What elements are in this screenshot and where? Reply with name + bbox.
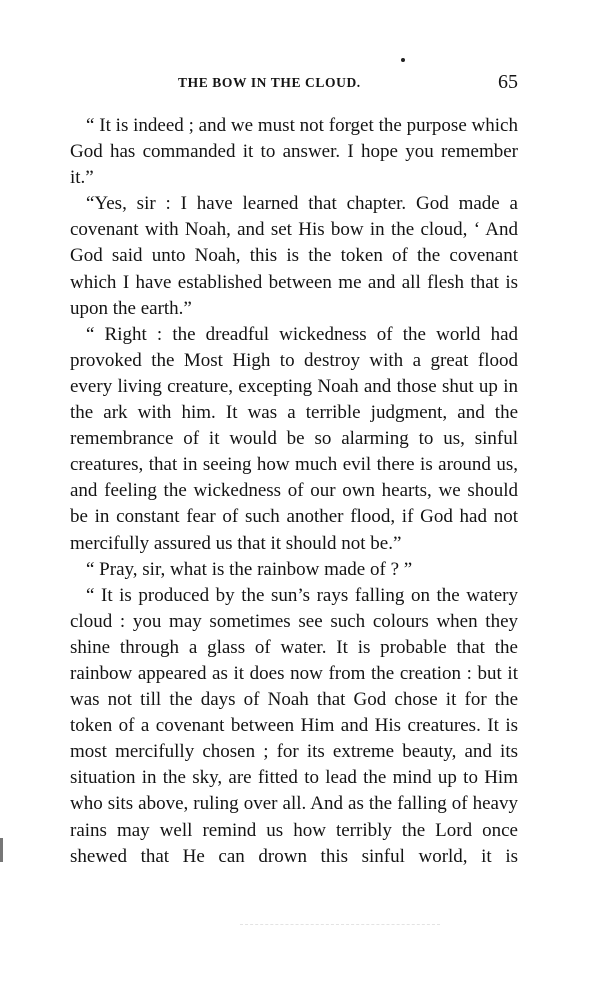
paragraph-2: “Yes, sir : I have learned that chapter. God made a covenant with Noah, and set His bow in the cloud, ‘ And God said unto Noah, this is the token of the covenant which I have established between me and all flesh that is upon the earth.”: [70, 193, 518, 319]
body-text: [70, 113, 518, 870]
paragraph-4: “ Pray, sir, what is the rainbow made of ? ”: [86, 558, 413, 580]
paragraph-5: “ It is produced by the sun’s rays falling on the watery cloud : you may sometimes see such colours when they shine through a glass of water. It is probable that the rainbow appeared as it does now from the creation : but it was not till the days of Noah that God chose it for the token of a covenant between Him and His creatures. It is most mercifully chosen ; for its extreme beauty, and its situation in the sky, are fitted to lead the mind up to Him who sits above, ruling over all. And as the falling of heavy rains may well remind us how terribly the Lord once shewed that He can drown this sinful world, it is: [70, 584, 518, 867]
print-speck: [401, 58, 405, 62]
page-header: [70, 71, 518, 99]
page-number: 65: [498, 71, 518, 93]
running-title: THE BOW IN THE CLOUD.: [178, 75, 361, 90]
page-edge-mark: [0, 838, 3, 862]
footer-show-through: [240, 924, 440, 931]
paragraph-3: “ Right : the dreadful wickedness of the world had provoked the Most High to destroy with a great flood every living creature, excepting Noah and those shut up in the ark with him. It was a terrible judgment, and the remembrance of it would be so alarming to us, sinful creatures, that in seeing how much evil there is around us, and feeling the wickedness of our own hearts, we should be in constant fear of such another flood, if God had not mercifully assured us that it should not be.”: [70, 323, 518, 554]
paragraph-1: “ It is indeed ; and we must not forget the purpose which God has commanded it to answer. I hope you remember it.”: [70, 115, 518, 189]
